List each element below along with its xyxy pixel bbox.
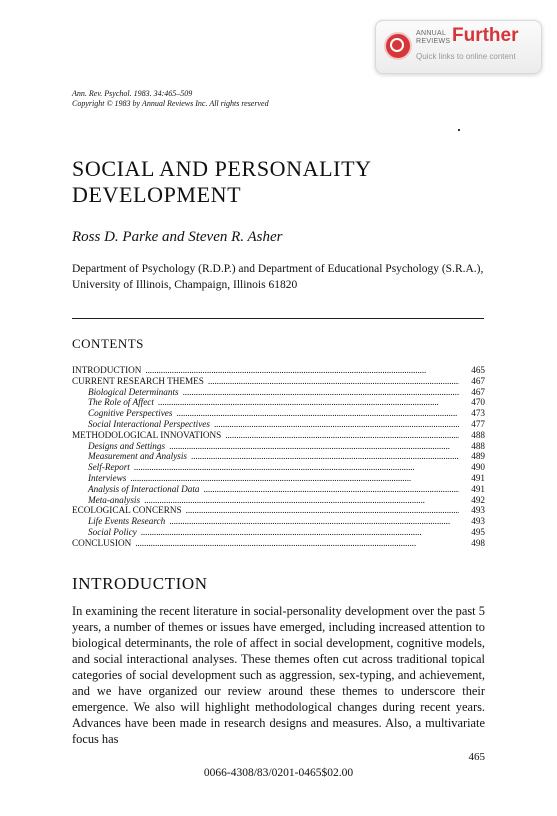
- toc-entry-label: Analysis of Interactional Data: [88, 483, 200, 494]
- toc-entry-page: 488: [471, 429, 485, 440]
- toc-entry-label: Meta-analysis: [88, 494, 141, 505]
- toc-entry-page: 473: [471, 408, 485, 419]
- toc-subentry[interactable]: [72, 441, 485, 452]
- toc-entry-label: Life Events Research: [88, 516, 166, 527]
- toc-leader-dots: [135, 538, 459, 549]
- toc-subentry[interactable]: [72, 462, 485, 473]
- toc-entry-page: 489: [471, 451, 485, 462]
- toc-entry-label: Measurement and Analysis: [88, 451, 188, 462]
- toc-entry[interactable]: [72, 365, 485, 376]
- introduction-heading: INTRODUCTION: [72, 574, 208, 593]
- toc-leader-dots: [186, 505, 459, 516]
- toc-subentry[interactable]: [72, 451, 485, 462]
- toc-entry[interactable]: [72, 376, 485, 387]
- section-divider: [72, 318, 484, 319]
- toc-leader-dots: [134, 462, 459, 473]
- toc-leader-dots: [144, 495, 459, 506]
- toc-subentry[interactable]: [72, 516, 485, 527]
- toc-entry-label: Interviews: [88, 472, 127, 483]
- introduction-body: In examining the recent literature in social-personality development over the past 5 years, a number of themes or issues have emerged, including increased attention to biological determinants, the role of affect in social development, cognitive models, and social interactional analyses. These themes often cut across traditional topical categories of social development such as aggression, sex-typing, and achievement, and we have organized our review around these themes to underscore their emergence. We also will highlight methodological changes during recent years. Advances have been made in research designs and measures. Also, a multivariate focus has: [72, 604, 485, 746]
- toc-entry-page: 493: [471, 505, 485, 516]
- toc-entry-label: The Role of Affect: [88, 397, 154, 408]
- toc-entry-label: Cognitive Perspectives: [88, 408, 173, 419]
- toc-leader-dots: [169, 441, 459, 452]
- toc-entry-page: 491: [471, 483, 485, 494]
- annual-reviews-logo-icon: [384, 32, 412, 60]
- citation-line-1: Ann. Rev. Psychol. 1983. 34:465–509: [72, 89, 193, 98]
- toc-entry-page: 495: [471, 526, 485, 537]
- toc-subentry[interactable]: [72, 473, 485, 484]
- toc-entry-page: 490: [471, 462, 485, 473]
- toc-entry-label: Social Interactional Perspectives: [88, 418, 210, 429]
- toc-entry-page: 470: [471, 397, 485, 408]
- toc-entry-page: 465: [471, 365, 485, 375]
- toc-entry-page: 493: [471, 516, 485, 527]
- toc-subentry[interactable]: [72, 419, 485, 430]
- toc-entry-page: 467: [471, 386, 485, 397]
- toc-entry-page: 491: [471, 472, 485, 483]
- author-affiliation: Department of Psychology (R.D.P.) and Department of Educational Psychology (S.R.A.), University of Illinois, Champaign, Illinois 61820: [72, 263, 484, 291]
- toc-entry-page: 467: [471, 375, 485, 386]
- toc-leader-dots: [183, 387, 459, 398]
- toc-leader-dots: [130, 473, 459, 484]
- toc-subentry[interactable]: [72, 484, 485, 495]
- banner-annual-reviews-text: ANNUAL REVIEWS: [416, 30, 451, 45]
- toc-entry-page: 492: [471, 494, 485, 505]
- toc-leader-dots: [158, 397, 459, 408]
- toc-leader-dots: [225, 430, 459, 441]
- toc-entry-label: ECOLOGICAL CONCERNS: [72, 505, 182, 516]
- toc-entry-label: CURRENT RESEARCH THEMES: [72, 375, 204, 386]
- toc-entry-page: 498: [471, 537, 485, 548]
- toc-leader-dots: [204, 484, 459, 495]
- toc-entry[interactable]: [72, 538, 485, 549]
- article-code: 0066-4308/83/0201-0465$02.00: [203, 767, 354, 779]
- further-banner[interactable]: [375, 20, 542, 74]
- toc-leader-dots: [169, 516, 459, 527]
- toc-leader-dots: [208, 376, 459, 387]
- toc-entry-label: Designs and Settings: [88, 440, 166, 451]
- toc-entry-label: Social Policy: [88, 526, 137, 537]
- toc-entry-label: Biological Determinants: [88, 386, 179, 397]
- toc-entry-label: CONCLUSION: [72, 537, 132, 548]
- table-of-contents: [72, 365, 485, 549]
- toc-entry-label: METHODOLOGICAL INNOVATIONS: [72, 429, 222, 440]
- toc-entry[interactable]: [72, 505, 485, 516]
- citation-line-2: Copyright © 1983 by Annual Reviews Inc. All rights reserved: [72, 99, 269, 108]
- toc-subentry[interactable]: [72, 408, 485, 419]
- stray-dot: [458, 129, 460, 131]
- citation: [72, 89, 269, 109]
- toc-subentry[interactable]: [72, 527, 485, 538]
- toc-entry-page: 477: [471, 418, 485, 429]
- banner-quick-links-link[interactable]: Quick links to online content: [416, 52, 516, 61]
- contents-heading: CONTENTS: [72, 336, 144, 351]
- toc-subentry[interactable]: [72, 495, 485, 506]
- toc-leader-dots: [176, 408, 459, 419]
- toc-entry-page: 488: [471, 440, 485, 451]
- toc-leader-dots: [141, 527, 459, 538]
- toc-subentry[interactable]: [72, 387, 485, 398]
- toc-entry-label: INTRODUCTION: [72, 365, 142, 375]
- banner-further-text: Further: [452, 25, 519, 46]
- page-number: 465: [468, 751, 485, 763]
- toc-entry[interactable]: [72, 430, 485, 441]
- toc-entry-label: Self-Report: [88, 462, 130, 473]
- toc-leader-dots: [145, 365, 459, 376]
- article-title: SOCIAL AND PERSONALITY DEVELOPMENT: [72, 156, 371, 207]
- article-authors: Ross D. Parke and Steven R. Asher: [72, 229, 283, 245]
- toc-leader-dots: [191, 451, 459, 462]
- toc-subentry[interactable]: [72, 397, 485, 408]
- toc-leader-dots: [214, 419, 459, 430]
